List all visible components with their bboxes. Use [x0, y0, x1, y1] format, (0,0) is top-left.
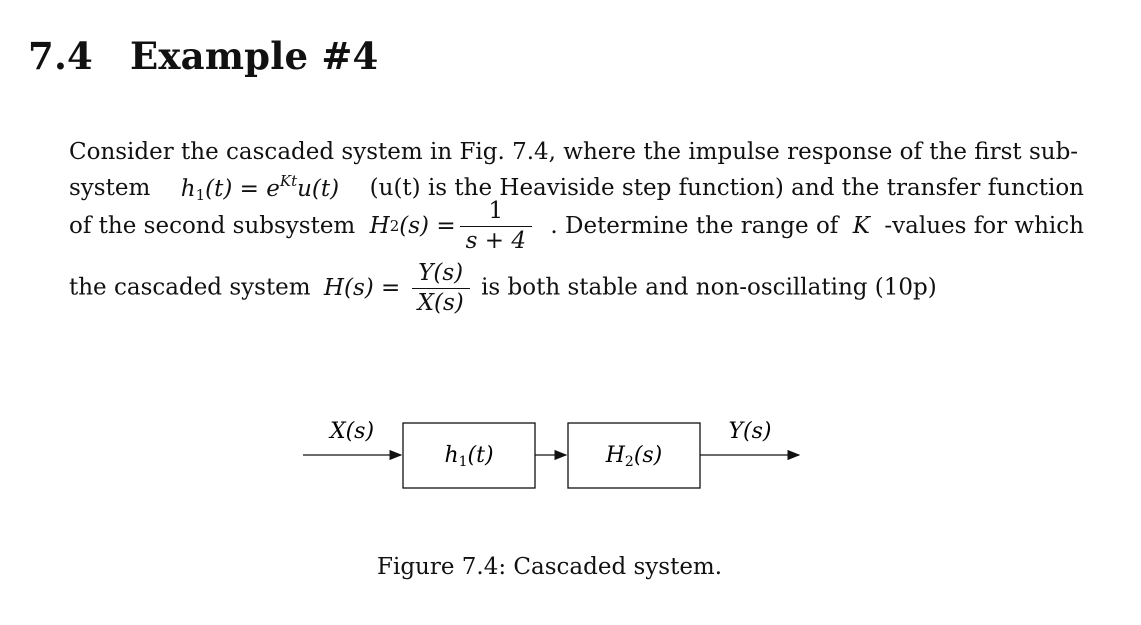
block-H2-label: H2(s) [605, 443, 663, 470]
text-second-subsystem: of the second subsystem [69, 213, 356, 239]
fraction-Y-over-X: $\frac{Y(s)}{X(s)}$ [412, 262, 470, 315]
text-line-1: Consider the cascaded system in Fig. 7.4, where the impulse response of the first sub- [69, 139, 1079, 165]
math-H-eq: H(s) = [323, 274, 401, 301]
input-label: X(s) [329, 419, 375, 444]
text-values-for-which: -values for which [884, 213, 1084, 239]
section-number: 7.4 [28, 34, 93, 78]
text-determine: . Determine the range of [550, 213, 839, 239]
block-h1-label: h1(t) [444, 443, 494, 470]
text-system: system [69, 175, 151, 201]
math-K: K [852, 213, 870, 239]
text-cascaded-system: the cascaded system [69, 274, 311, 301]
text-stable: is both stable and non-oscillating (10p) [481, 274, 937, 301]
figure-caption: Figure 7.4: Cascaded system. [377, 554, 723, 580]
fraction-H2: $\frac{1}{s + 4}$ [460, 200, 532, 253]
text-heaviside: (u(t) is the Heaviside step function) and the transfer function [369, 175, 1084, 201]
section-title: Example #4 [130, 34, 379, 78]
output-label: Y(s) [728, 419, 772, 444]
math-h1-eq: $h_1(t) = e^{Kt}u(t)$ [180, 172, 340, 204]
math-H2-eq: H 2 (s) = $\frac{1}{s + 4}$ [370, 200, 536, 253]
